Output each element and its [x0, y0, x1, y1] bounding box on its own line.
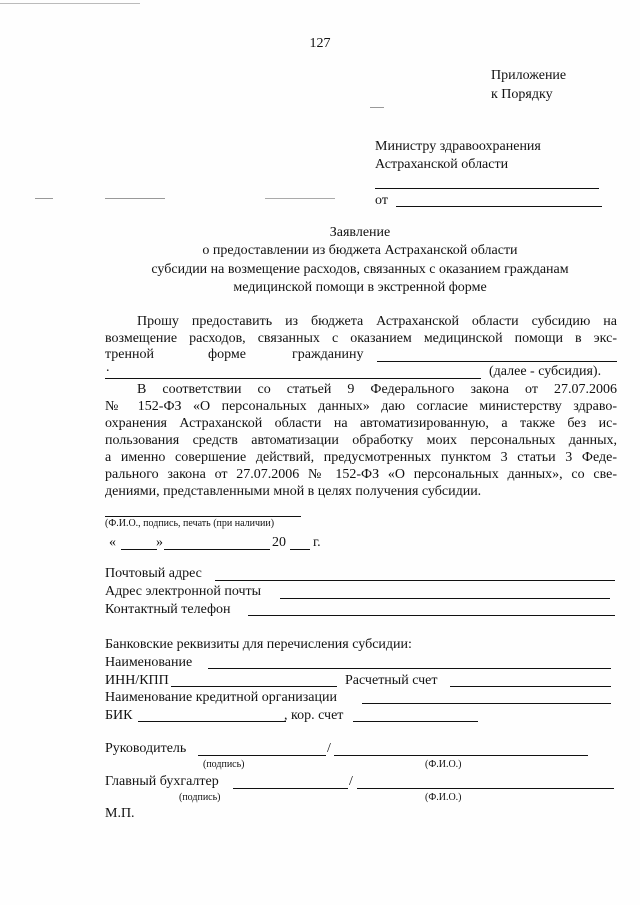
- date-day-line: [121, 549, 157, 550]
- appendix-label: Приложение: [491, 68, 567, 83]
- head-fio-line: [334, 755, 588, 756]
- addressee-blank-line: [375, 188, 599, 189]
- document-subtitle-line2: субсидии на возмещение расходов, связанных с оказанием гражданам: [151, 262, 569, 277]
- document-subtitle-line1: о предоставлении из бюджета Астраханской области: [202, 243, 518, 258]
- date-year-prefix: 20: [272, 535, 286, 550]
- date-close-quote: »: [156, 535, 163, 550]
- consent-line1: В соответствии со статьей 9 Федерального закона от 27.07.2006: [137, 382, 617, 397]
- postal-address-label: Почтовый адрес: [105, 566, 202, 581]
- consent-line5: а именно совершение действий, предусмотренных пунктом 3 статьи 3 Феде-: [105, 450, 617, 465]
- consent-line6: рального закона от 27.07.2006 № 152-ФЗ «О персональных данных», со све-: [105, 467, 617, 482]
- document-title: Заявление: [329, 225, 391, 240]
- page-number: 127: [309, 36, 331, 51]
- head-slash: /: [327, 741, 331, 756]
- request-line2: возмещение расходов, связанных с оказанием медицинской помощи в экс-: [105, 331, 617, 346]
- date-year-suffix: г.: [313, 535, 321, 550]
- head-label: Руководитель: [105, 741, 187, 756]
- scan-artifact: [265, 198, 335, 199]
- accountant-fio-caption: (Ф.И.О.): [425, 792, 462, 803]
- consent-line4: пользования средств автоматизации обработку моих персональных данных,: [105, 433, 617, 448]
- date-open-quote: «: [109, 535, 116, 550]
- citizen-name-line2: [105, 378, 481, 379]
- consent-line7: дениями, представленными мной в целях получения субсидии.: [105, 484, 482, 499]
- email-line: [280, 598, 610, 599]
- scan-artifact: [0, 3, 140, 4]
- from-blank-line: [396, 206, 602, 207]
- inn-kpp-label: ИНН/КПП: [105, 673, 169, 688]
- document-subtitle-line3: медицинской помощи в экстренной форме: [233, 280, 487, 295]
- scan-artifact: [105, 198, 165, 199]
- addressee-line2: Астраханской области: [375, 157, 509, 172]
- corr-account-line: [353, 721, 478, 722]
- account-line: [450, 686, 611, 687]
- stamp-placeholder: М.П.: [105, 806, 135, 821]
- request-line4-mark: .: [106, 360, 110, 375]
- signature-caption: (Ф.И.О., подпись, печать (при наличии): [105, 518, 275, 529]
- date-year-line: [290, 549, 310, 550]
- bank-name-label: Наименование: [105, 655, 193, 670]
- head-sign-caption: (подпись): [203, 759, 245, 770]
- request-line1: Прошу предоставить из бюджета Астраханской области субсидию на: [137, 314, 617, 329]
- signature-line: [105, 516, 301, 517]
- corr-account-label: , кор. счет: [284, 708, 344, 723]
- scan-artifact: [370, 107, 384, 108]
- head-sign-line: [198, 755, 326, 756]
- accountant-sign-line: [233, 788, 348, 789]
- addressee-line1: Министру здравоохранения: [375, 139, 541, 154]
- accountant-fio-line: [357, 788, 614, 789]
- request-line3-c: гражданину: [292, 347, 364, 362]
- consent-line3: охранения Астраханской области на автоматизированную, а также без ис-: [105, 416, 617, 431]
- bik-label: БИК: [105, 708, 133, 723]
- consent-line2: № 152-ФЗ «О персональных данных» даю согласие министерству здраво-: [105, 399, 617, 414]
- phone-label: Контактный телефон: [105, 602, 231, 617]
- scan-artifact: [35, 198, 53, 199]
- accountant-slash: /: [349, 774, 353, 789]
- request-line4-suffix: (далее - субсидия).: [489, 364, 602, 379]
- phone-line: [248, 615, 615, 616]
- appendix-reference: к Порядку: [491, 87, 553, 102]
- account-label: Расчетный счет: [345, 673, 438, 688]
- citizen-name-line: [377, 361, 617, 362]
- postal-address-line: [215, 580, 615, 581]
- bank-name-line: [208, 668, 611, 669]
- inn-kpp-line: [171, 686, 337, 687]
- date-month-line: [164, 549, 270, 550]
- bik-line: [138, 721, 286, 722]
- request-line3-b: форме: [208, 347, 246, 362]
- email-label: Адрес электронной почты: [105, 584, 262, 599]
- credit-org-line: [362, 703, 611, 704]
- from-label: от: [375, 193, 388, 208]
- request-line3-a: тренной: [105, 347, 154, 362]
- bank-heading: Банковские реквизиты для перечисления субсидии:: [105, 637, 412, 652]
- credit-org-label: Наименование кредитной организации: [105, 690, 337, 705]
- accountant-sign-caption: (подпись): [179, 792, 221, 803]
- head-fio-caption: (Ф.И.О.): [425, 759, 462, 770]
- accountant-label: Главный бухгалтер: [105, 774, 219, 789]
